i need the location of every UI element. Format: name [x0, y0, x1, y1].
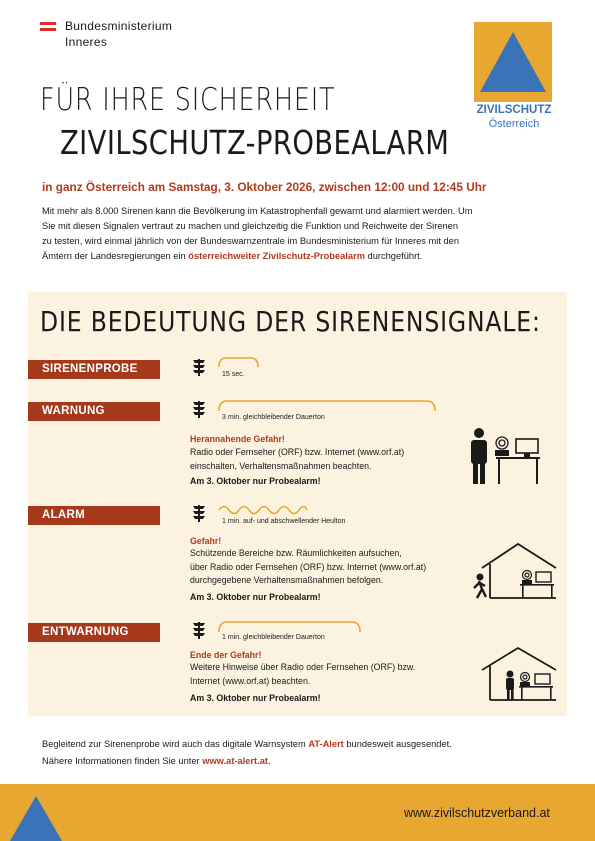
- person-entering-house-icon: [468, 542, 558, 600]
- date-line: in ganz Österreich am Samstag, 3. Oktober 2026, zwischen 12:00 und 12:45 Uhr: [42, 180, 487, 194]
- siren-icon: [190, 400, 208, 418]
- footer-text-part: bundesweit ausgesendet.: [343, 739, 452, 749]
- signal-heading-entwarnung: Ende der Gefahr!: [190, 650, 262, 660]
- signal-text-line: Radio oder Fernseher (ORF) bzw. Internet (www.orf.at): [190, 447, 405, 457]
- intro-highlight: österreichweiter Zivilschutz-Probealarm: [188, 251, 365, 261]
- footer-text-part: .: [268, 756, 271, 766]
- signal-duration-probe: 15 sec.: [222, 371, 245, 378]
- signal-duration-alarm: 1 min. auf- und abschwellender Heulton: [222, 518, 346, 525]
- footer-text-part: Nähere Informationen finden Sie unter: [42, 756, 203, 766]
- intro-line: [42, 249, 562, 264]
- panel-title: DIE BEDEUTUNG DER SIRENENSIGNALE:: [40, 305, 541, 338]
- signal-text-line: durchgegebene Verhaltensmaßnahmen befolgen.: [190, 575, 384, 585]
- footer-line: [42, 736, 452, 753]
- signal-label-sirenenprobe: SIRENENPROBE: [28, 360, 160, 379]
- person-radio-tv-icon: [466, 427, 542, 485]
- signal-wave-alarm: [218, 502, 308, 516]
- ministry-line1: Bundesministerium: [65, 19, 173, 33]
- zivilschutz-logo: [474, 22, 552, 102]
- intro-paragraph: [42, 204, 562, 264]
- signal-label-alarm: ALARM: [28, 506, 160, 525]
- logo-word: ZIVILSCHUTZ: [476, 104, 552, 116]
- footer-text-part: Begleitend zur Sirenenprobe wird auch das digitale Warnsystem: [42, 739, 309, 749]
- signal-wave-warnung: [218, 398, 438, 412]
- signal-text-warnung: [190, 446, 480, 473]
- footer-text: [42, 736, 452, 770]
- signal-text-line: über Radio oder Fernsehen (ORF) bzw. Internet (www.orf.at): [190, 561, 427, 572]
- page-title-line2: ZIVILSCHUTZ-PROBEALARM: [60, 123, 450, 162]
- page-title-line1: FÜR IHRE SICHERHEIT: [40, 82, 336, 118]
- siren-icon: [190, 504, 208, 522]
- signal-label-warnung: WARNUNG: [28, 402, 160, 421]
- ministry-line2: Inneres: [65, 35, 108, 49]
- signal-text-line: Weitere Hinweise über Radio oder Fernsehen (ORF) bzw.: [190, 662, 416, 672]
- at-alert-highlight: AT-Alert: [308, 739, 344, 749]
- at-alert-link[interactable]: www.at-alert.at: [202, 756, 269, 766]
- signal-wave-probe: [218, 356, 260, 368]
- logo-country: Österreich: [488, 118, 540, 130]
- siren-icon: [190, 358, 208, 376]
- footer-line: [42, 753, 452, 770]
- signal-duration-entwarnung: 1 min. gleichbleibender Dauerton: [222, 634, 325, 641]
- intro-line: Sie mit diesen Signalen vertraut zu machen und gleichzeitig die Funktion und Reichweite der Sirenen: [42, 221, 459, 231]
- signal-note-warnung: Am 3. Oktober nur Probealarm!: [190, 476, 321, 486]
- signal-label-entwarnung: ENTWARNUNG: [28, 623, 160, 642]
- person-inside-house-icon: [480, 646, 558, 704]
- signal-text-line: Schützende Bereiche bzw. Räumlichkeiten aufsuchen,: [190, 548, 402, 558]
- signal-wave-entwarnung: [218, 619, 363, 633]
- intro-text: Ämtern der Landesregierungen ein: [42, 251, 189, 261]
- zivilschutz-triangle-icon: [474, 22, 552, 102]
- signal-note-entwarnung: Am 3. Oktober nur Probealarm!: [190, 693, 321, 703]
- signal-text-line: einschalten, Verhaltensmaßnahmen beachten.: [190, 460, 372, 471]
- signal-heading-alarm: Gefahr!: [190, 536, 222, 546]
- ministry-name: [65, 18, 172, 50]
- signal-heading-warnung: Herannahende Gefahr!: [190, 434, 285, 444]
- signal-note-alarm: Am 3. Oktober nur Probealarm!: [190, 592, 321, 602]
- austria-flag-icon: [40, 22, 56, 31]
- signal-text-entwarnung: [190, 661, 480, 688]
- signal-text-alarm: [190, 547, 480, 588]
- signal-duration-warnung: 3 min. gleichbleibender Dauerton: [222, 414, 325, 421]
- website-link[interactable]: www.zivilschutzverband.at: [404, 806, 550, 820]
- zivilschutz-triangle-icon: [10, 796, 62, 841]
- signal-text-line: Internet (www.orf.at) beachten.: [190, 675, 311, 686]
- siren-icon: [190, 621, 208, 639]
- intro-line: zu testen, wird einmal jährlich von der Bundeswarnzentrale im Bundesministerium für Inneres mit den: [42, 236, 460, 246]
- intro-line: Mit mehr als 8.000 Sirenen kann die Bevölkerung im Katastrophenfall gewarnt und alarmiert werden. Um: [42, 206, 473, 216]
- intro-text: durchgeführt.: [364, 251, 423, 261]
